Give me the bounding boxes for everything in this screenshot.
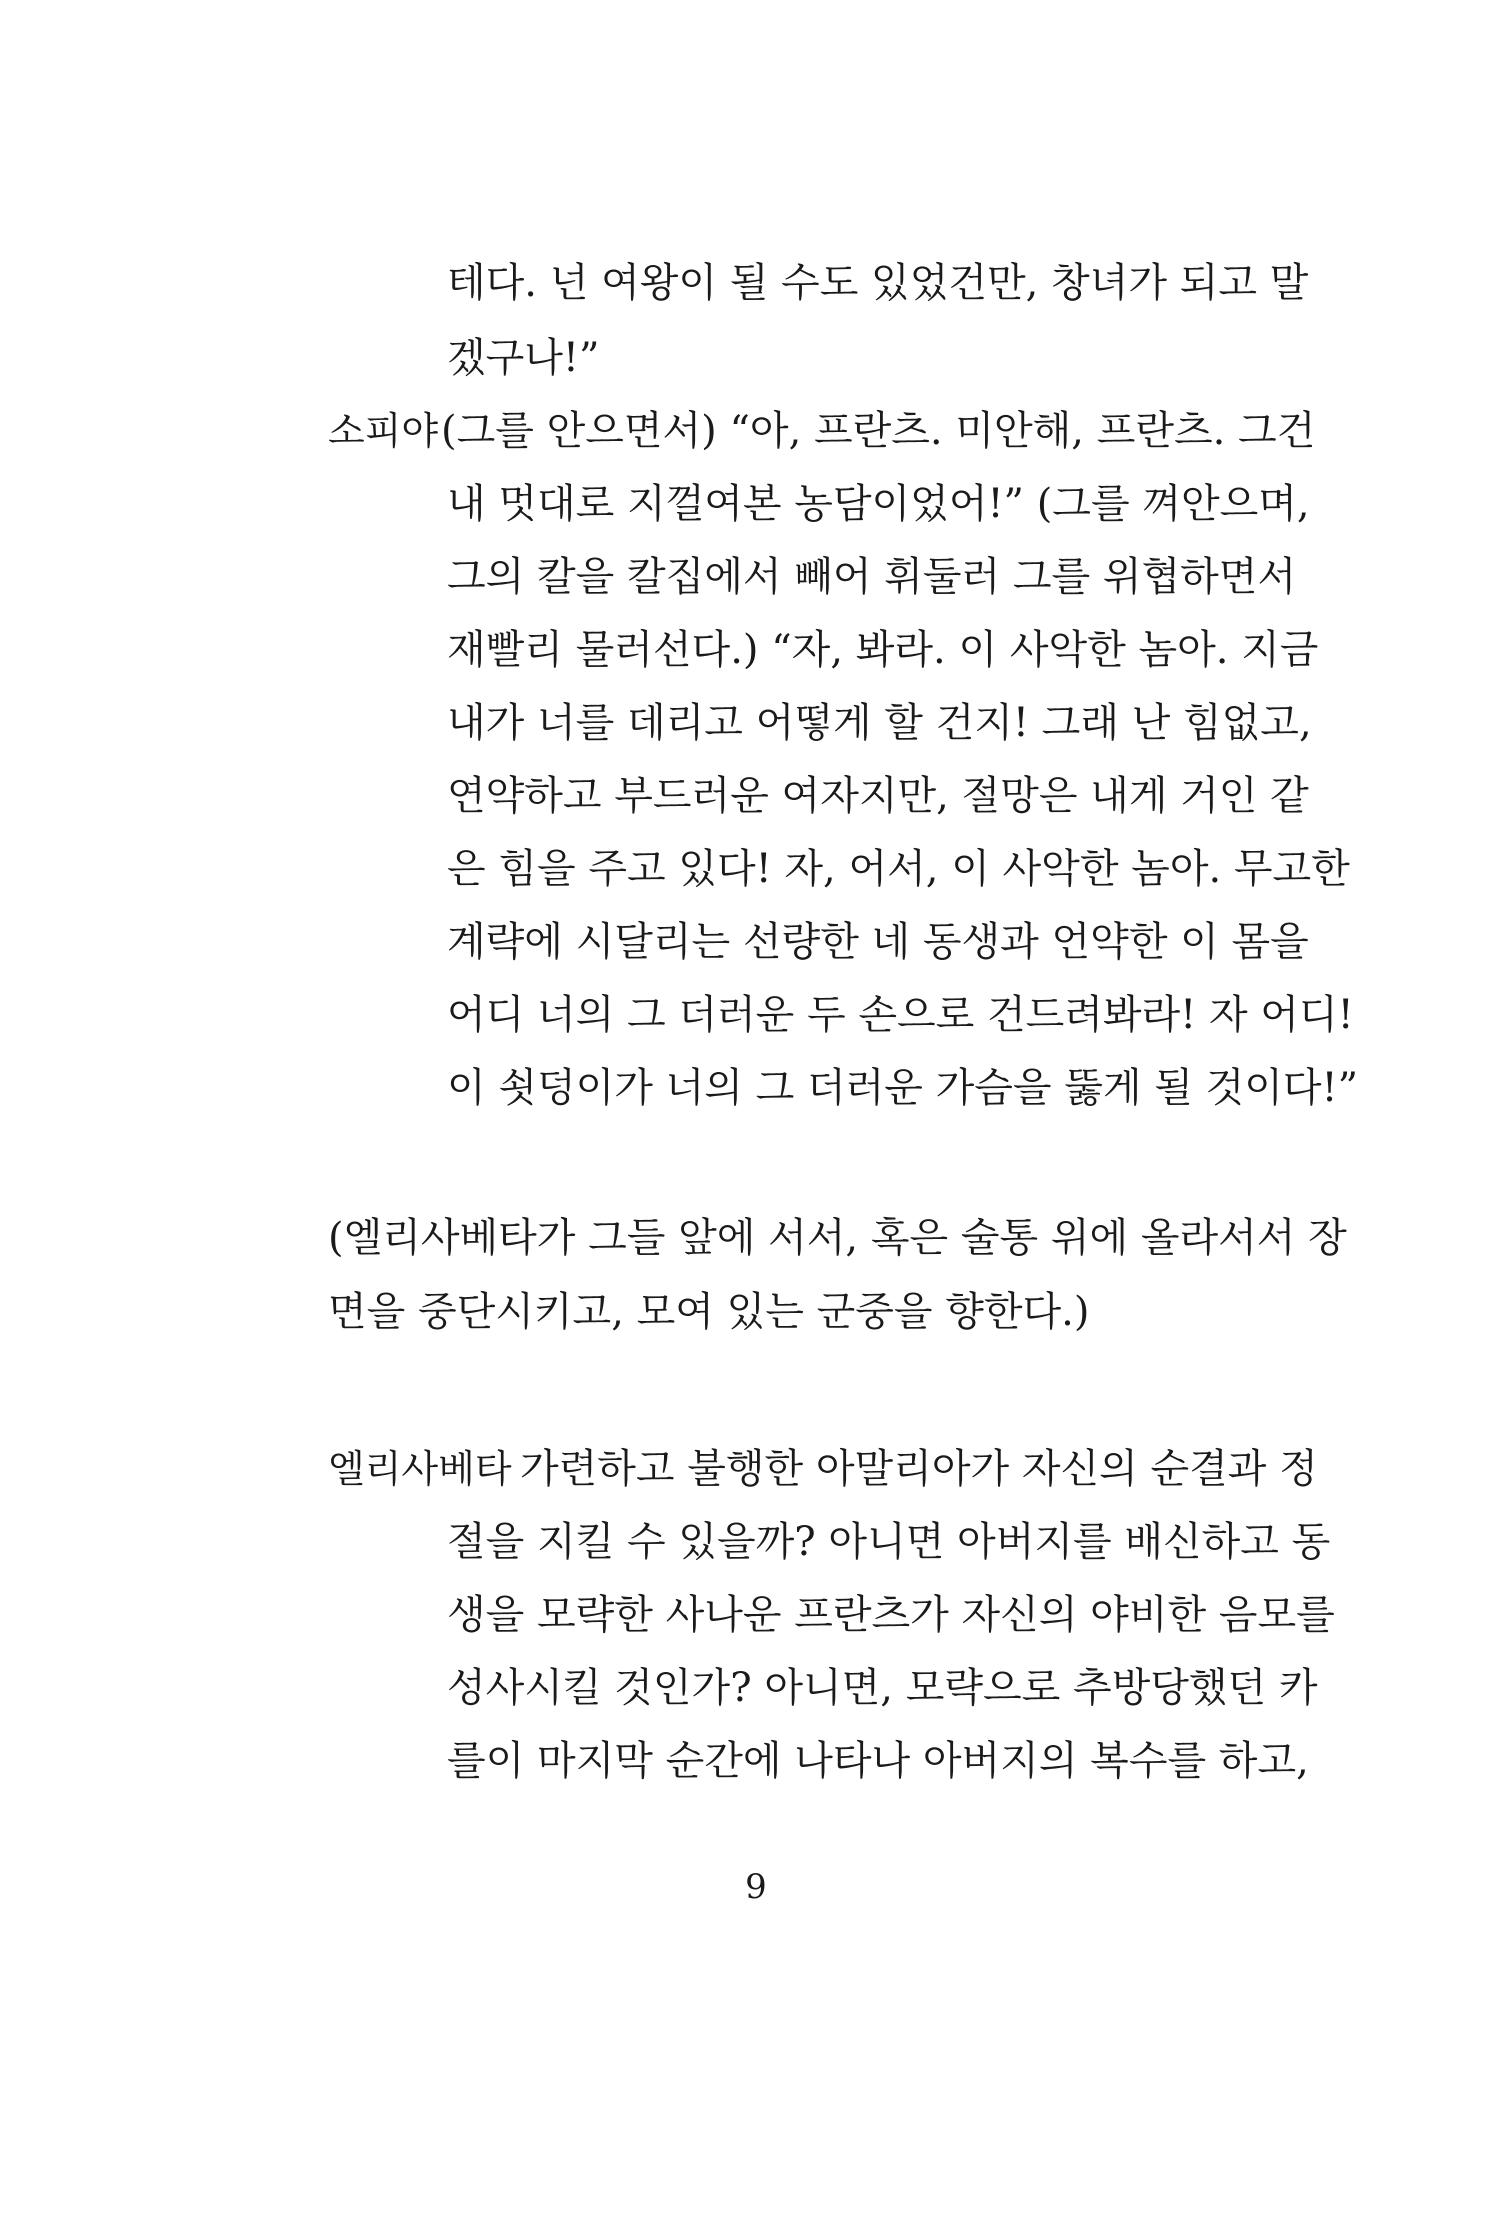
stage-direction-line: 면을 중단시키고, 모여 있는 군중을 향한다.) <box>328 1289 1090 1335</box>
text-line: 성사시킬 것인가? 아니면, 모략으로 추방당했던 카 <box>447 1665 1318 1711</box>
text-line: 내가 너를 데리고 어떻게 할 건지! 그래 난 힘없고, <box>447 700 1312 746</box>
text-line: 생을 모략한 사나운 프란츠가 자신의 야비한 음모를 <box>447 1592 1335 1638</box>
text-line: 를이 마지막 순간에 나타나 아버지의 복수를 하고, <box>447 1738 1309 1784</box>
text-line: 은 힘을 주고 있다! 자, 어서, 이 사악한 놈아. 무고한 <box>447 846 1350 892</box>
text-line: 이 쇳덩이가 너의 그 더러운 가슴을 뚫게 될 것이다!” <box>447 1065 1359 1111</box>
text-line: (그를 안으면서) “아, 프란츠. 미안해, 프란츠. 그건 <box>441 408 1316 454</box>
text-line: 겠구나!” <box>447 335 600 381</box>
text-line: 계략에 시달리는 선량한 네 동생과 언약한 이 몸을 <box>447 919 1309 965</box>
text-line: 절을 지킬 수 있을까? 아니면 아버지를 배신하고 동 <box>447 1519 1331 1565</box>
stage-direction-line: (엘리사베타가 그들 앞에 서서, 혹은 술통 위에 올라서서 장 <box>328 1215 1347 1261</box>
text-line: 그의 칼을 칼집에서 빼어 휘둘러 그를 위협하면서 <box>447 554 1297 600</box>
speaker-name: 소피야 <box>328 409 439 453</box>
text-line: 내 멋대로 지껄여본 농담이었어!” (그를 껴안으며, <box>447 481 1310 527</box>
text-line: 가련하고 불행한 아말리아가 자신의 순결과 정 <box>520 1446 1318 1492</box>
page-number-text: 9 <box>745 1867 767 1907</box>
text-line: 테다. 넌 여왕이 될 수도 있었건만, 창녀가 되고 말 <box>447 260 1309 306</box>
text-line: 재빨리 물러선다.) “자, 봐라. 이 사악한 놈아. 지금 <box>447 627 1319 673</box>
text-line: 어디 너의 그 더러운 두 손으로 건드려봐라! 자 어디! <box>447 992 1354 1038</box>
speaker-name: 엘리사베타 <box>328 1447 512 1491</box>
text-line: 연약하고 부드러운 여자지만, 절망은 내게 거인 같 <box>447 773 1309 819</box>
